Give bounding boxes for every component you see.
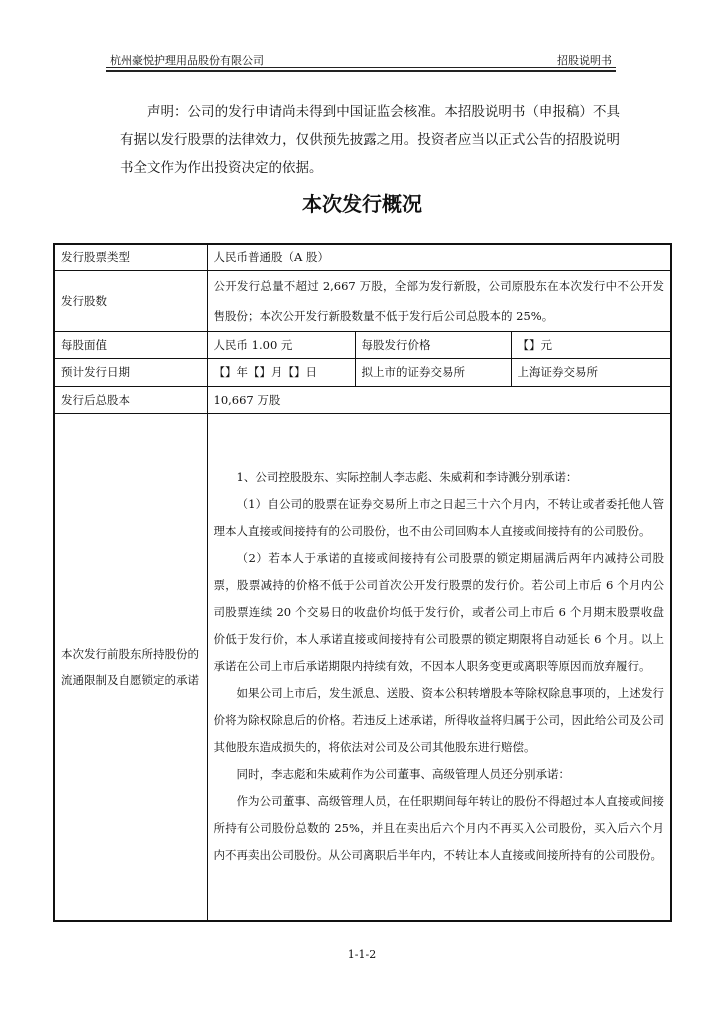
stock-type-value: 人民币普通股（A 股）: [207, 244, 671, 270]
par-value-label: 每股面值: [54, 331, 207, 358]
header-rule-thick: [106, 70, 616, 72]
price-value: 【】元: [511, 331, 671, 358]
company-name: 杭州豪悦护理用品股份有限公司: [110, 54, 264, 67]
total-shares-label: 发行后总股本: [54, 386, 207, 413]
document-type: 招股说明书: [557, 54, 612, 67]
commitment-paragraph: 作为公司董事、高级管理人员，在任职期间每年转让的股份不得超过本人直接或间接所持有公司股份总数的 25%，并且在卖出后六个月内不再买入公司股份，买入后六个月内不再卖出公司股份。从公司离职后半年内，不转让本人直接或间接所持有的公司股份。: [213, 794, 665, 863]
total-shares-value: 10,667 万股: [207, 386, 671, 413]
lockup-label: 本次发行前股东所持股份的流通限制及自愿锁定的承诺: [54, 413, 207, 921]
table-row: [54, 413, 671, 921]
table-row: [54, 244, 671, 270]
header-rule: [106, 67, 616, 68]
page-title: 本次发行概况: [302, 192, 422, 216]
commitment-paragraph: （2）若本人于承诺的直接或间接持有公司股票的锁定期届满后两年内减持公司股票，股票减持的价格不低于公司首次公开发行股票的发行价。若公司上市后 6 个月内公司股票连续 20 个交易日的收盘价均低于发行价，或者公司上市后 6 个月期末股票收盘价低于发行价，本人承诺直接或间接持有公司股票的锁定期限将自动延长 6 个月。以上承诺在公司上市后承诺期限内持续有效，不因本人职务变更或离职等原因而放弃履行。: [213, 551, 665, 674]
commitment-paragraph: 同时，李志彪和朱威莉作为公司董事、高级管理人员还分别承诺：: [236, 767, 570, 782]
table-row: [54, 331, 671, 358]
table-row: [54, 386, 671, 413]
commitment-paragraph: 如果公司上市后，发生派息、送股、资本公积转增股本等除权除息事项的，上述发行价将为除权除息后的价格。若违反上述承诺，所得收益将归属于公司，因此给公司及公司其他股东造成损失的，将依法对公司及公司其他股东进行赔偿。: [213, 686, 665, 755]
exchange-value: 上海证券交易所: [511, 358, 671, 386]
commitment-paragraph: 1、公司控股股东、实际控制人李志彪、朱威莉和李诗溅分别承诺：: [236, 470, 578, 485]
table-row: [54, 358, 671, 386]
disclaimer-statement: 声明：公司的发行申请尚未得到中国证监会核准。本招股说明书（申报稿）不具有据以发行股票的法律效力，仅供预先披露之用。投资者应当以正式公告的招股说明书全文作为作出投资决定的依据。: [120, 104, 620, 176]
stock-type-label: 发行股票类型: [54, 244, 207, 270]
date-label: 预计发行日期: [54, 358, 207, 386]
offering-overview-table: [53, 243, 672, 922]
lockup-commitments: [207, 413, 671, 921]
shares-value: 公开发行总量不超过 2,667 万股，全部为发行新股，公司原股东在本次发行中不公开发售股份；本次公开发行新股数量不低于发行后公司总股本的 25%。: [207, 270, 671, 331]
exchange-label: 拟上市的证券交易所: [355, 358, 511, 386]
page-number: 1-1-2: [347, 948, 377, 961]
commitment-paragraph: （1）自公司的股票在证券交易所上市之日起三十六个月内，不转让或者委托他人管理本人直接或间接持有的公司股份，也不由公司回购本人直接或间接持有的公司股份。: [213, 497, 665, 539]
date-value: 【】年【】月【】日: [207, 358, 355, 386]
page-header: [106, 50, 616, 68]
table-row: [54, 270, 671, 331]
shares-label: 发行股数: [54, 270, 207, 331]
par-value: 人民币 1.00 元: [207, 331, 355, 358]
price-label: 每股发行价格: [355, 331, 511, 358]
